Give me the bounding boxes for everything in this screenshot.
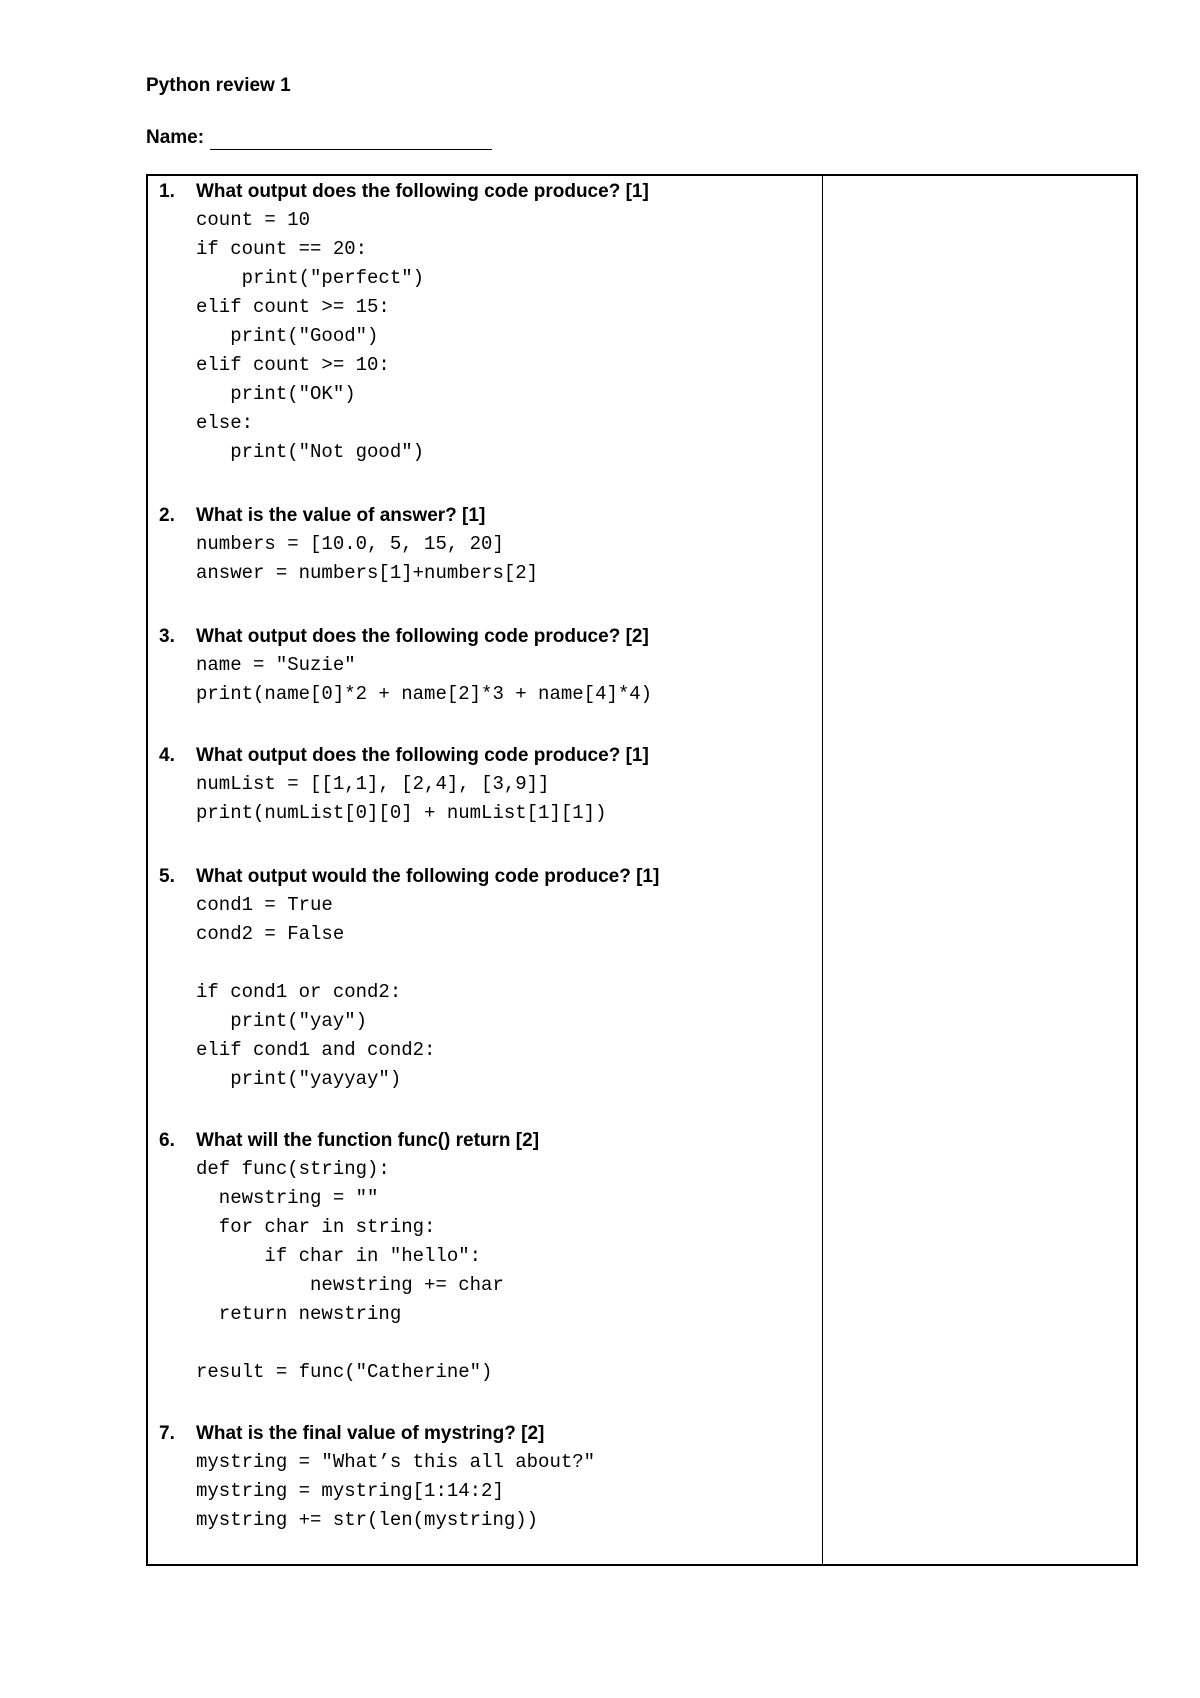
question-table (146, 174, 1138, 1566)
code-block: mystring = "What’s this all about?" mystring = mystring[1:14:2] mystring += str(len(mystring)) (196, 1451, 596, 1531)
name-blank-line[interactable] (210, 131, 492, 150)
question-heading (148, 863, 818, 891)
question-2 (148, 502, 818, 588)
code-block: def func(string): newstring = "" for char in string: if char in "hello": newstring += char return newstring result = func("Catherine") (196, 1158, 504, 1383)
question-heading (148, 178, 818, 206)
question-5 (148, 863, 818, 1094)
code-block: numbers = [10.0, 5, 15, 20] answer = numbers[1]+numbers[2] (196, 533, 539, 584)
code-block: cond1 = True cond2 = False if cond1 or cond2: print("yay") elif cond1 and cond2: print("yayyay") (196, 894, 436, 1090)
question-prompt: What is the final value of mystring? [2] (196, 1423, 545, 1444)
question-prompt: What will the function func() return [2] (196, 1130, 540, 1151)
code-block: numList = [[1,1], [2,4], [3,9]] print(numList[0][0] + numList[1][1]) (196, 773, 607, 824)
question-number: 1. (159, 181, 175, 202)
question-heading (148, 623, 818, 651)
question-3 (148, 623, 818, 709)
question-heading (148, 1420, 818, 1448)
question-heading (148, 1127, 818, 1155)
question-heading (148, 742, 818, 770)
question-number: 6. (159, 1130, 175, 1151)
question-number: 7. (159, 1423, 175, 1444)
question-4 (148, 742, 818, 828)
document-title: Python review 1 (146, 75, 291, 96)
code-block: count = 10 if count == 20: print("perfect") elif count >= 15: print("Good") elif count >= 10: print("OK") else: print("Not good") (196, 209, 425, 463)
question-prompt: What output does the following code produce? [1] (196, 745, 649, 766)
question-prompt: What output does the following code produce? [2] (196, 626, 649, 647)
question-number: 3. (159, 626, 175, 647)
name-label: Name: (146, 127, 205, 148)
question-number: 5. (159, 866, 175, 887)
question-7 (148, 1420, 818, 1535)
column-divider (822, 176, 823, 1564)
question-prompt: What output would the following code produce? [1] (196, 866, 660, 887)
question-prompt: What output does the following code produce? [1] (196, 181, 649, 202)
code-block: name = "Suzie" print(name[0]*2 + name[2]*3 + name[4]*4) (196, 654, 653, 705)
question-prompt: What is the value of answer? [1] (196, 505, 486, 526)
question-heading (148, 502, 818, 530)
question-number: 2. (159, 505, 175, 526)
question-6 (148, 1127, 818, 1387)
question-1 (148, 178, 818, 467)
name-field-row (146, 126, 492, 150)
answer-column[interactable] (824, 176, 1136, 1564)
question-number: 4. (159, 745, 175, 766)
